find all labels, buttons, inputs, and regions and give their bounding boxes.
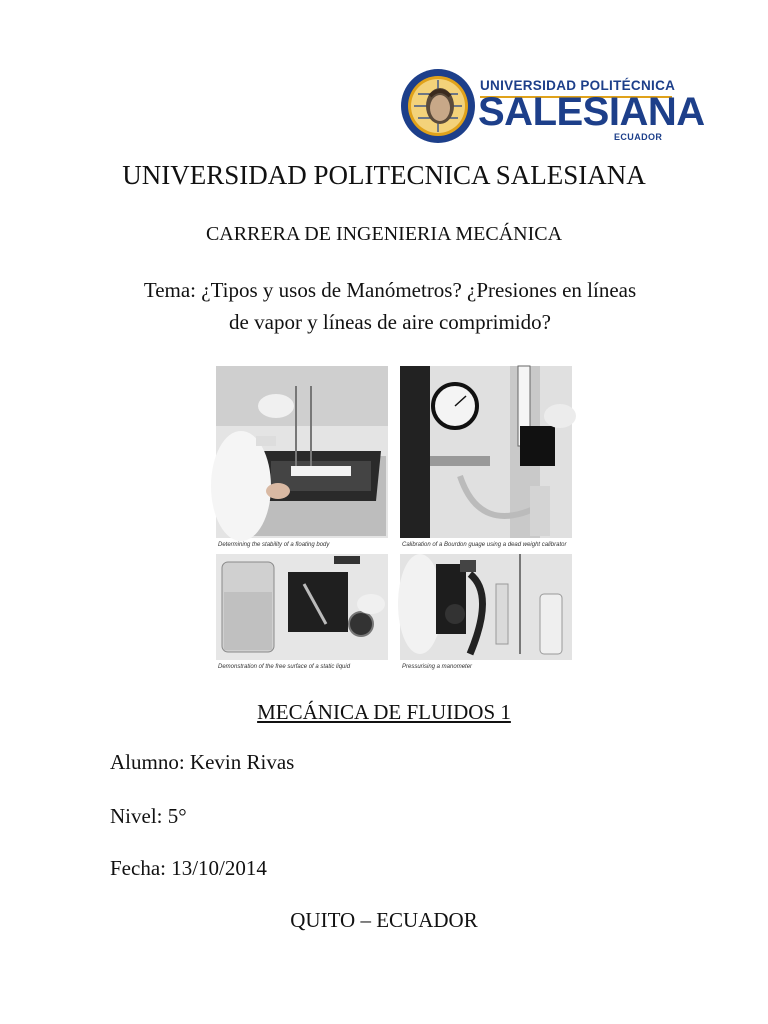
subject-title: MECÁNICA DE FLUIDOS 1 xyxy=(257,700,511,724)
topic xyxy=(100,274,680,338)
lab-photo-collage xyxy=(216,366,572,676)
photo-floating-body-image xyxy=(216,366,388,538)
topic-line-2: de vapor y líneas de aire comprimido? xyxy=(229,310,551,334)
photo-manometer-image xyxy=(400,554,572,660)
career-title: CARRERA DE INGENIERIA MECÁNICA xyxy=(205,223,563,245)
photo-caption: Determining the stability of a floating body xyxy=(218,542,330,548)
photo-floating-body xyxy=(216,366,388,548)
photo-caption: Demonstration of the free surface of a static liquid xyxy=(218,664,351,670)
photo-caption: Pressurising a manometer xyxy=(402,664,473,670)
date: Fecha: 13/10/2014 xyxy=(110,856,267,880)
photo-bourdon-gauge-image xyxy=(400,366,572,538)
university-logo xyxy=(400,68,705,144)
photo-bourdon-gauge xyxy=(400,366,572,548)
level: Nivel: 5° xyxy=(110,804,187,828)
photo-static-liquid-image xyxy=(216,554,388,660)
photo-static-liquid xyxy=(216,554,388,670)
logo-line-3: ECUADOR xyxy=(614,132,663,142)
topic-line-1: Tema: ¿Tipos y usos de Manómetros? ¿Presiones en líneas xyxy=(143,278,637,302)
university-title: UNIVERSIDAD POLITECNICA SALESIANA xyxy=(122,160,646,190)
logo-line-2: SALESIANA xyxy=(478,90,705,134)
photo-caption: Calibration of a Bourdon guage using a dead weight calibrator xyxy=(402,542,567,548)
student-name: Alumno: Kevin Rivas xyxy=(110,750,295,774)
city: QUITO – ECUADOR xyxy=(290,908,478,932)
photo-manometer xyxy=(400,554,572,670)
logo-line-1: UNIVERSIDAD POLITÉCNICA xyxy=(480,78,676,93)
university-seal-icon xyxy=(400,68,476,144)
